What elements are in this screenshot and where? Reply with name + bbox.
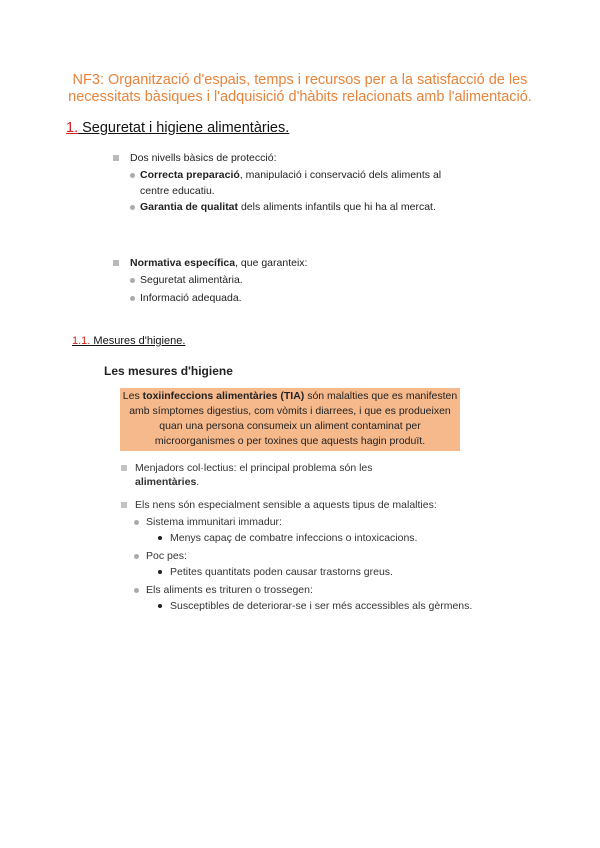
sub-bullet-preparation-line2: centre educatiu. — [140, 185, 215, 197]
square-bullet-icon — [121, 502, 127, 508]
circle-bullet-icon — [134, 588, 139, 593]
slide-sub-food-chopped-detail: Susceptibles de deteriorar-se i ser més accessibles als gèrmens. — [170, 600, 473, 612]
sub-bullet-quality-rest: dels aliments infantils que hi ha al mercat. — [238, 201, 436, 213]
box-line-4: microorganismes o per toxines que aquests hagin produït. — [154, 435, 426, 447]
slide-sub-food-chopped: Els aliments es trituren o trossegen: — [146, 584, 313, 596]
slide-bullet-menjadors-bold2: alimentàries — [135, 476, 197, 488]
sub-bullet-quality — [140, 199, 436, 215]
tia-definition-box — [120, 388, 460, 451]
title-line-1: NF3: Organització d'espais, temps i recursos per a la satisfacció de les — [72, 72, 528, 88]
section-1-1-title: Mesures d'higiene. — [90, 335, 186, 347]
slide-sub-immune: Sistema immunitari immadur: — [146, 516, 282, 528]
circle-bullet-icon — [130, 173, 135, 178]
box-line-1-post: són malalties que es manifesten — [304, 390, 458, 402]
bullet-normativa — [130, 257, 307, 269]
circle-bullet-icon — [130, 205, 135, 210]
bullet-normativa-rest: , que garanteix: — [235, 257, 308, 269]
black-bullet-icon — [158, 570, 162, 574]
box-line-2: amb símptomes digestius, com vòmits i diarrees, i que es produeixen — [129, 405, 451, 417]
square-bullet-icon — [121, 465, 127, 471]
slide-bullet-nens: Els nens són especialment sensible a aquests tipus de malalties: — [135, 499, 437, 511]
slide-sub-weight-detail: Petites quantitats poden causar trastorns greus. — [170, 566, 393, 578]
sub-bullet-food-safety: Seguretat alimentària. — [140, 274, 243, 286]
section-1-title: Seguretat i higiene alimentàries. — [78, 120, 290, 136]
slide-title: Les mesures d'higiene — [104, 364, 233, 378]
square-bullet-icon — [113, 155, 119, 161]
section-1-1-number: 1.1. — [72, 335, 91, 347]
black-bullet-icon — [158, 536, 162, 540]
slide-bullet-menjadors — [135, 461, 373, 489]
slide-sub-immune-detail: Menys capaç de combatre infeccions o intoxicacions. — [170, 532, 418, 544]
box-line-1-bold: toxiinfeccions alimentàries (TIA) — [142, 390, 305, 402]
section-1-heading — [66, 120, 289, 136]
sub-bullet-quality-bold: Garantia de qualitat — [140, 201, 239, 213]
sub-bullet-preparation — [140, 167, 441, 199]
sub-bullet-information: Informació adequada. — [140, 292, 242, 304]
circle-bullet-icon — [130, 296, 135, 301]
box-line-1 — [120, 389, 460, 404]
title-line-2: necessitats bàsiques i l'adquisició d'hàbits relacionats amb l'alimentació. — [68, 89, 532, 105]
sub-bullet-preparation-bold: Correcta preparació — [140, 169, 240, 181]
circle-bullet-icon — [134, 554, 139, 559]
slide-bullet-menjadors-pre: Menjadors col·lectius: el principal problema són les — [135, 462, 373, 474]
square-bullet-icon — [113, 260, 119, 266]
document-title — [40, 72, 560, 106]
section-1-1-heading — [72, 335, 185, 347]
box-line-1-pre: Les — [122, 390, 143, 402]
sub-bullet-preparation-rest: , manipulació i conservació dels aliments al — [239, 169, 442, 181]
section-1-number: 1. — [66, 120, 79, 136]
box-line-3: quan una persona consumeix un aliment contaminat per — [159, 420, 421, 432]
slide-sub-weight: Poc pes: — [146, 550, 187, 562]
circle-bullet-icon — [134, 520, 139, 525]
bullet-protection-levels: Dos nivells bàsics de protecció: — [130, 152, 277, 164]
slide-bullet-menjadors-end: . — [196, 476, 200, 488]
bullet-normativa-bold: Normativa específica — [130, 257, 236, 269]
circle-bullet-icon — [130, 278, 135, 283]
black-bullet-icon — [158, 604, 162, 608]
